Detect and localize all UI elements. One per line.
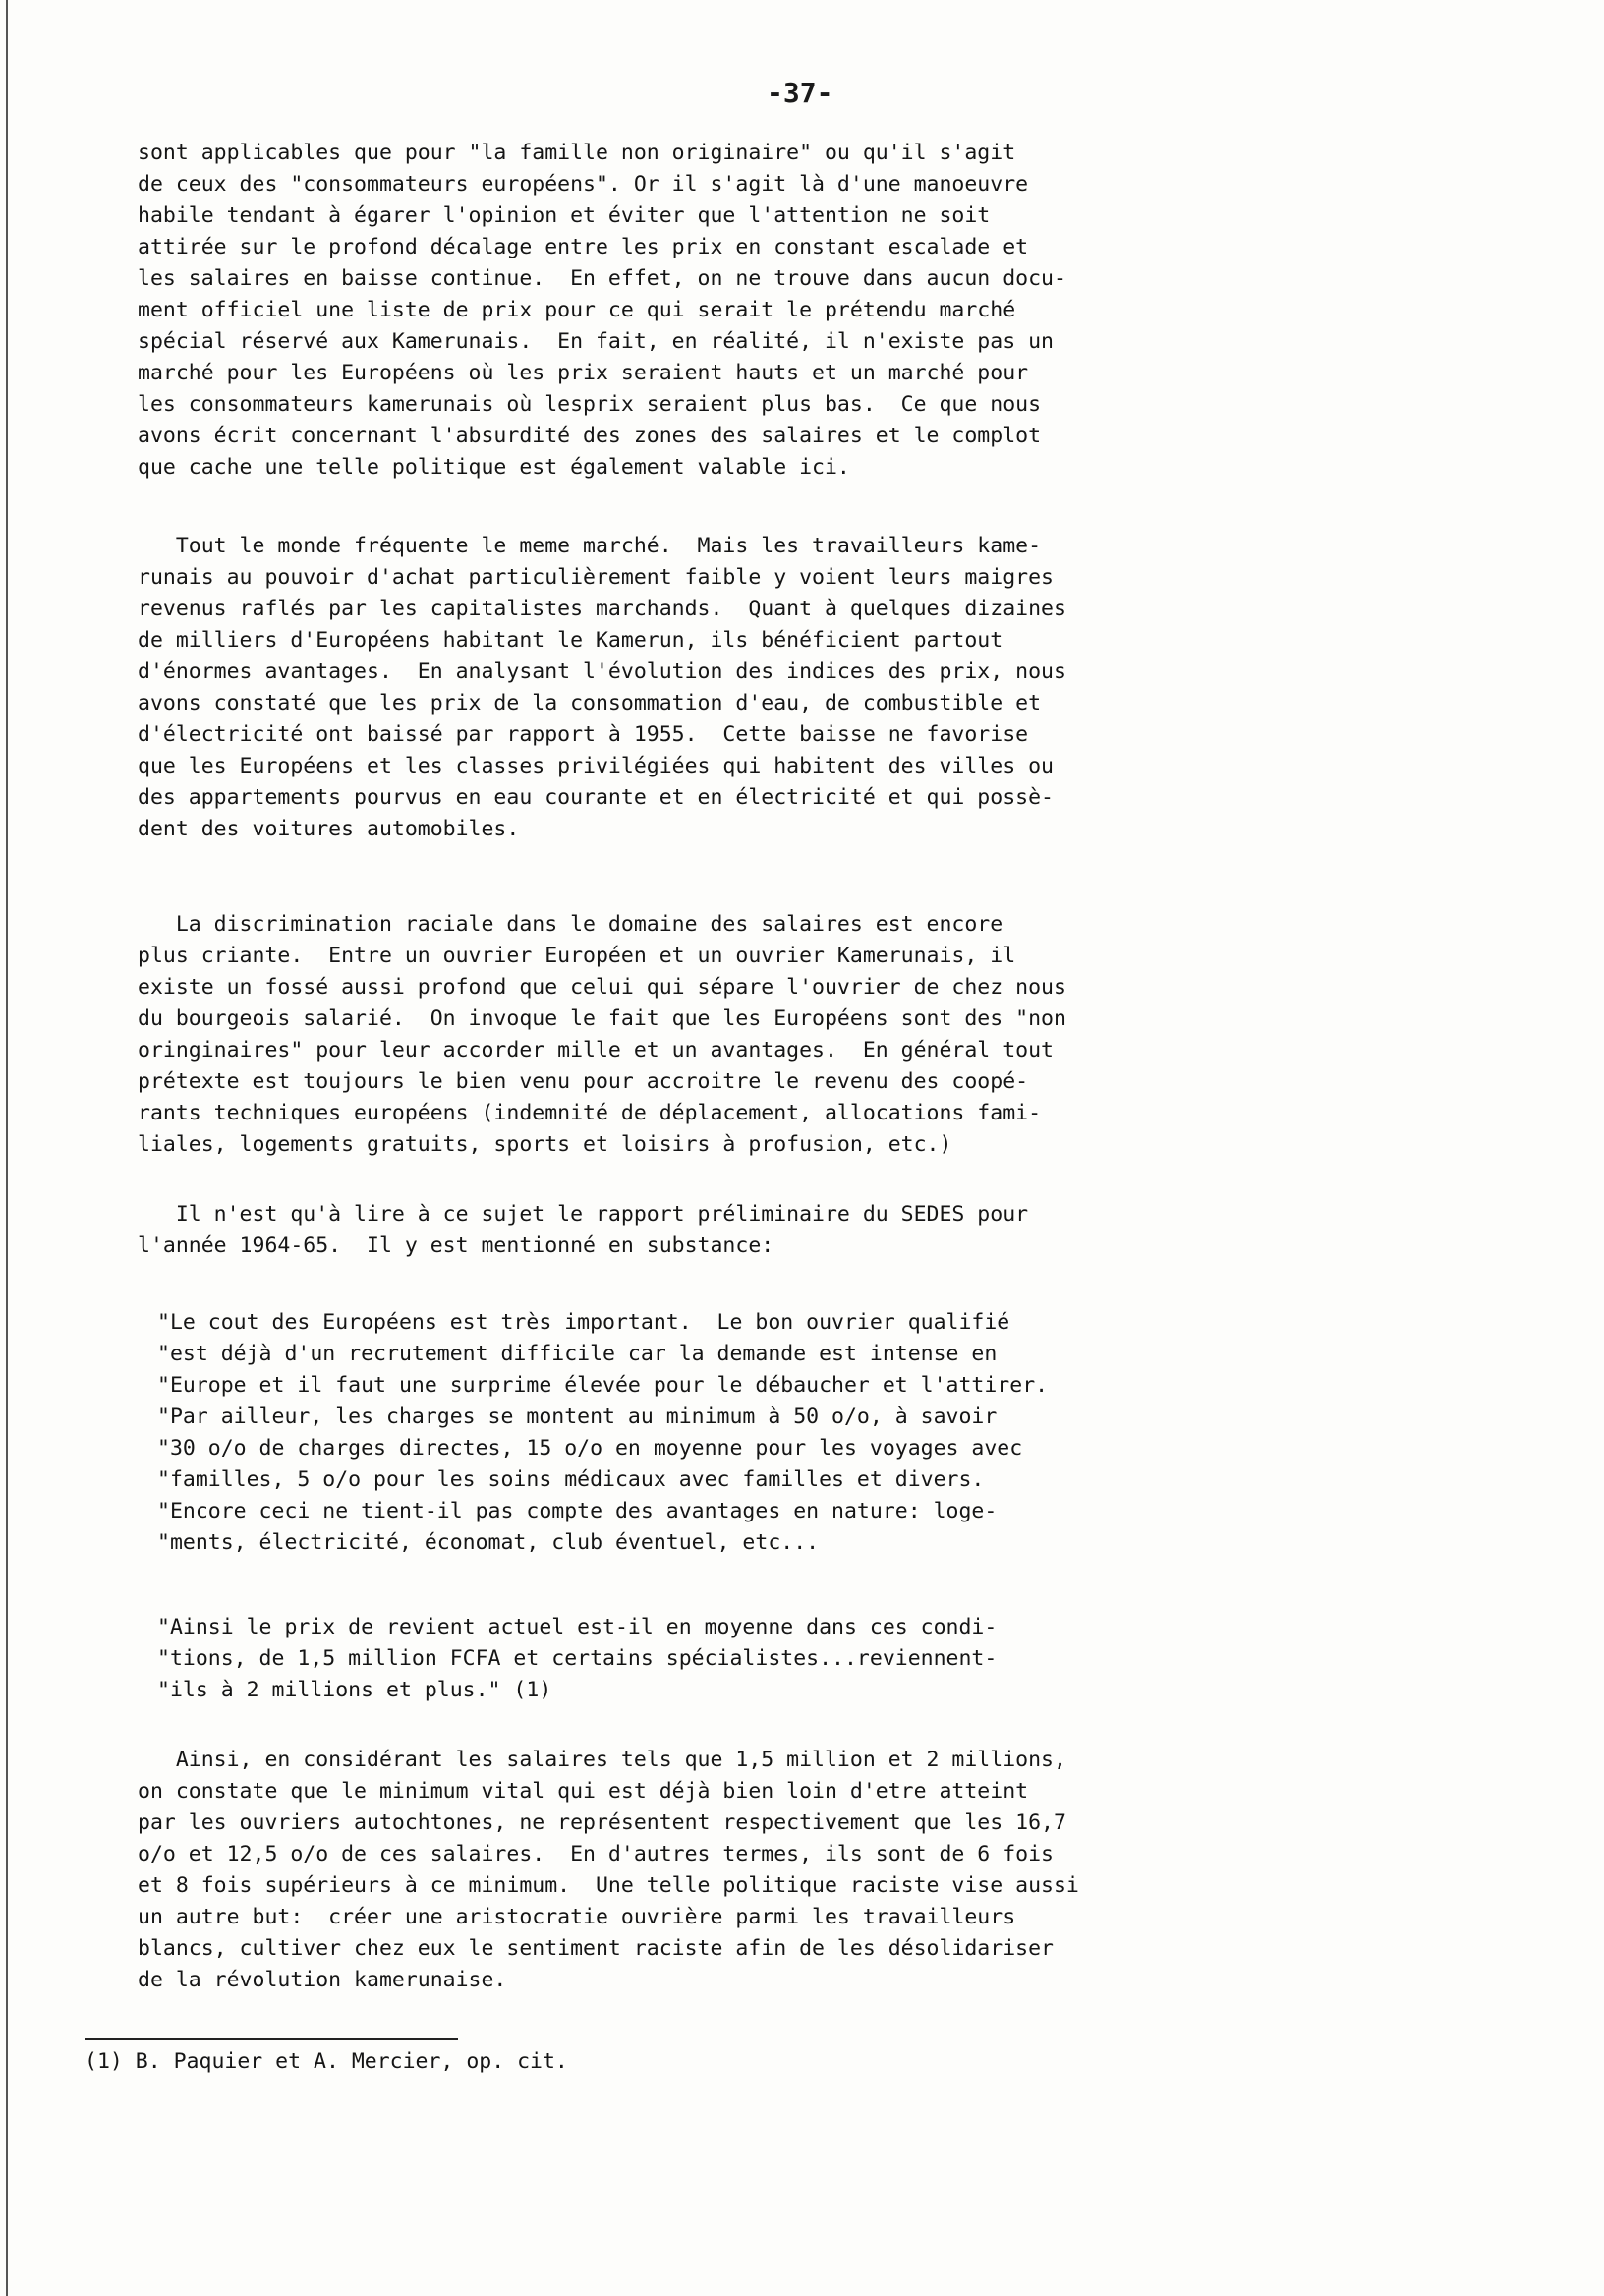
paragraph-3: La discrimination raciale dans le domaine des salaires est encore plus criante. Entre un ouvrier Européen et un ouvrier Kamerunais, il existe un fossé aussi profond que celui qui sépare l'ouvrier de chez nous du bourgeois salarié. On invoque le fait que les Européens sont des "non oringinaires" pour leur accorder mille et un avantages. En général tout prétexte est toujours le bien venu pour accroitre le revenu des coopé- rants techniques européens (indemnité de déplacement, allocations fami- liales, logements gratuits, sports et loisirs à profusion, etc.) xyxy=(138,912,1066,1157)
footnote: (1) B. Paquier et A. Mercier, op. cit. xyxy=(85,2049,568,2074)
paragraph-4: Il n'est qu'à lire à ce sujet le rapport préliminaire du SEDES pour l'année 1964-65. Il y est mentionné en substance: xyxy=(138,1202,1029,1258)
closing-paragraph: Ainsi, en considérant les salaires tels que 1,5 million et 2 millions, on constate que le minimum vital qui est déjà bien loin d'etre atteint par les ouvriers autochtones, ne représentent respectivement que les 16,7 o/o et 12,5 o/o de ces salaires. En d'autres termes, ils sont de 6 fois et 8 fois supérieurs à ce minimum. Une telle politique raciste vise aussi un autre but: créer une aristocratie ouvrière parmi les travailleurs blancs, cultiver chez eux le sentiment raciste afin de les désolidariser de la révolution kamerunaise. xyxy=(138,1748,1079,1992)
paragraph-2: Tout le monde fréquente le meme marché. Mais les travailleurs kame- runais au pouvoir d'achat particulièrement faible y voient leurs maigres revenus raflés par les capitalistes marchands. Quant à quelques dizaines de milliers d'Européens habitant le Kamerun, ils bénéficient partout d'énormes avantages. En analysant l'évolution des indices des prix, nous avons constaté que les prix de la consommation d'eau, de combustible et d'électricité ont baissé par rapport à 1955. Cette baisse ne favorise que les Européens et les classes privilégiées qui habitent des villes ou des appartements pourvus en eau courante et en électricité et qui possè- dent des voitures automobiles. xyxy=(138,534,1066,841)
paragraph-1: sont applicables que pour "la famille non originaire" ou qu'il s'agit de ceux des "consommateurs européens". Or il s'agit là d'une manoeuvre habile tendant à égarer l'opinion et éviter que l'attention ne soit attirée sur le profond décalage entre les prix en constant escalade et les salaires en baisse continue. En effet, on ne trouve dans aucun docu- ment officiel une liste de prix pour ce qui serait le prétendu marché spécial réservé aux Kamerunais. En fait, en réalité, il n'existe pas un marché pour les Européens où les prix seraient hauts et un marché pour les consommateurs kamerunais où lesprix seraient plus bas. Ce que nous avons écrit concernant l'absurdité des zones des salaires et le complot que cache une telle politique est également valable ici. xyxy=(138,141,1066,480)
quote-1: "Le cout des Européens est très important. Le bon ouvrier qualifié "est déjà d'un recrutement difficile car la demande est intense en "Europe et il faut une surprime élevée pour le débaucher et l'attirer. "Par ailleur, les charges se montent au minimum à 50 o/o, à savoir "30 o/o de charges directes, 15 o/o en moyenne pour les voyages avec "familles, 5 o/o pour les soins médicaux avec familles et divers. "Encore ceci ne tient-il pas compte des avantages en nature: loge- "ments, électricité, économat, club éventuel, etc... xyxy=(157,1310,1049,1555)
scan-margin-line xyxy=(6,0,8,2296)
quote-2: "Ainsi le prix de revient actuel est-il en moyenne dans ces condi- "tions, de 1,5 million FCFA et certains spécialistes...reviennent- "ils à 2 millions et plus." (1) xyxy=(157,1615,998,1702)
footnote-divider xyxy=(85,2038,458,2040)
page-number: -37- xyxy=(767,77,833,109)
